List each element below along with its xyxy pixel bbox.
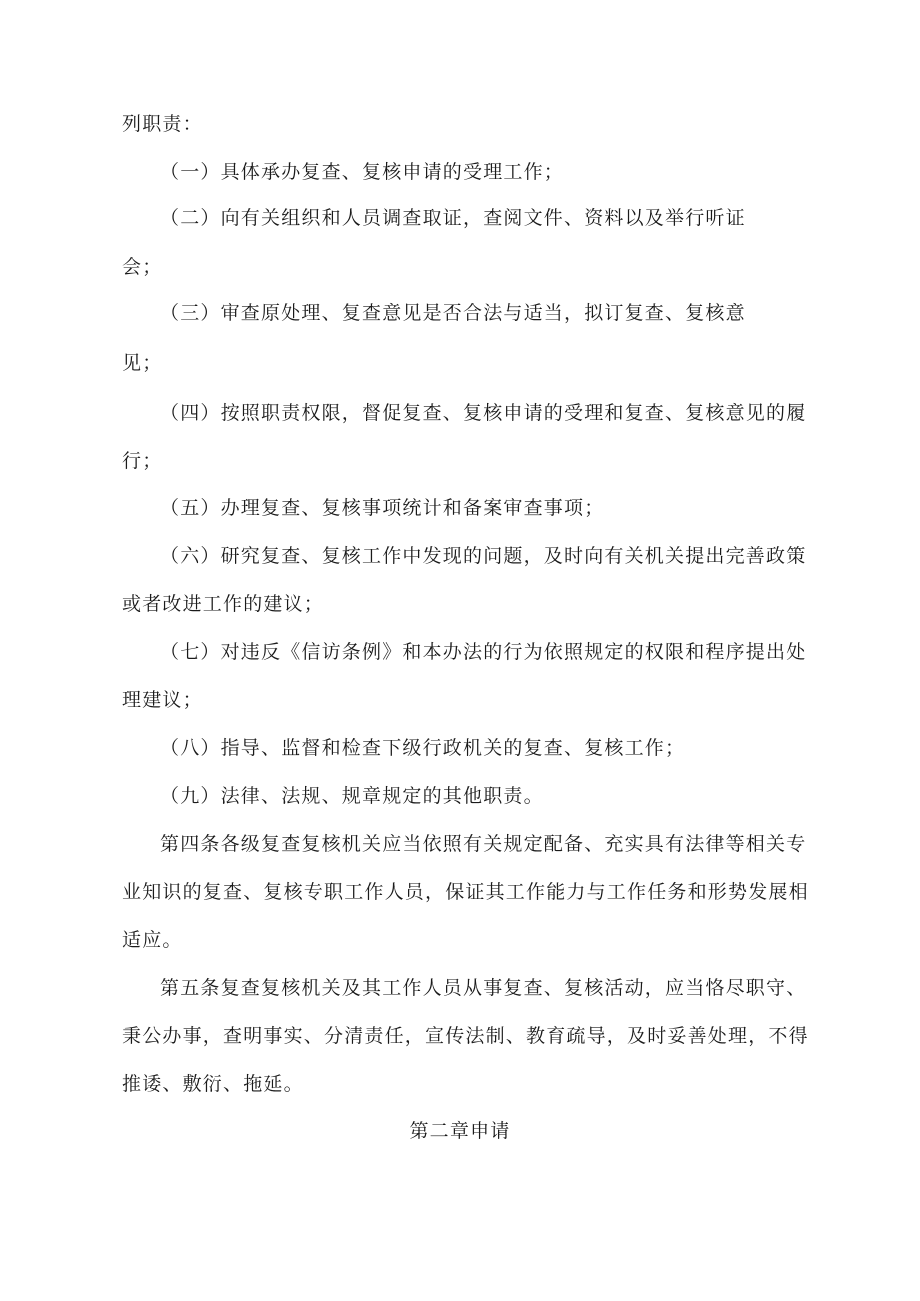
text-line: 会；	[122, 256, 163, 278]
text-line: （八）指导、监督和检查下级行政机关的复查、复核工作；	[160, 737, 686, 759]
text-line: 见；	[122, 352, 163, 374]
text-line: 列职责：	[122, 113, 203, 135]
text-line: （一）具体承办复查、复核申请的受理工作；	[160, 161, 565, 183]
text-line: 理建议；	[122, 689, 203, 711]
text-line: （九）法律、法规、规章规定的其他职责。	[160, 785, 544, 807]
text-line: 第四条各级复查复核机关应当依照有关规定配备、充实具有法律等相关专	[160, 833, 807, 855]
text-line: （五）办理复查、复核事项统计和备案审查事项；	[160, 497, 605, 519]
text-line: 秉公办事，查明事实、分清责任，宣传法制、教育疏导，及时妥善处理，不得	[122, 1025, 809, 1047]
text-line: （四）按照职责权限，督促复查、复核申请的受理和复查、复核意见的履	[160, 402, 807, 424]
text-line: 第五条复查复核机关及其工作人员从事复查、复核活动，应当恪尽职守、	[160, 977, 807, 999]
text-line: （七）对违反《信访条例》和本办法的行为依照规定的权限和程序提出处	[160, 641, 807, 663]
text-line: （二）向有关组织和人员调查取证，查阅文件、资料以及举行听证	[160, 207, 746, 229]
text-line: （三）审查原处理、复查意见是否合法与适当，拟订复查、复核意	[160, 302, 746, 324]
chapter-heading: 第二章申请	[409, 1120, 511, 1142]
text-line: 或者改进工作的建议；	[122, 593, 325, 615]
text-line: 业知识的复查、复核专职工作人员，保证其工作能力与工作任务和形势发展相	[122, 881, 809, 903]
text-line: 行；	[122, 450, 163, 472]
text-line: 推诿、敷衍、拖延。	[122, 1073, 304, 1095]
text-line: 适应。	[122, 929, 183, 951]
text-line: （六）研究复查、复核工作中发现的问题，及时向有关机关提出完善政策	[160, 545, 807, 567]
